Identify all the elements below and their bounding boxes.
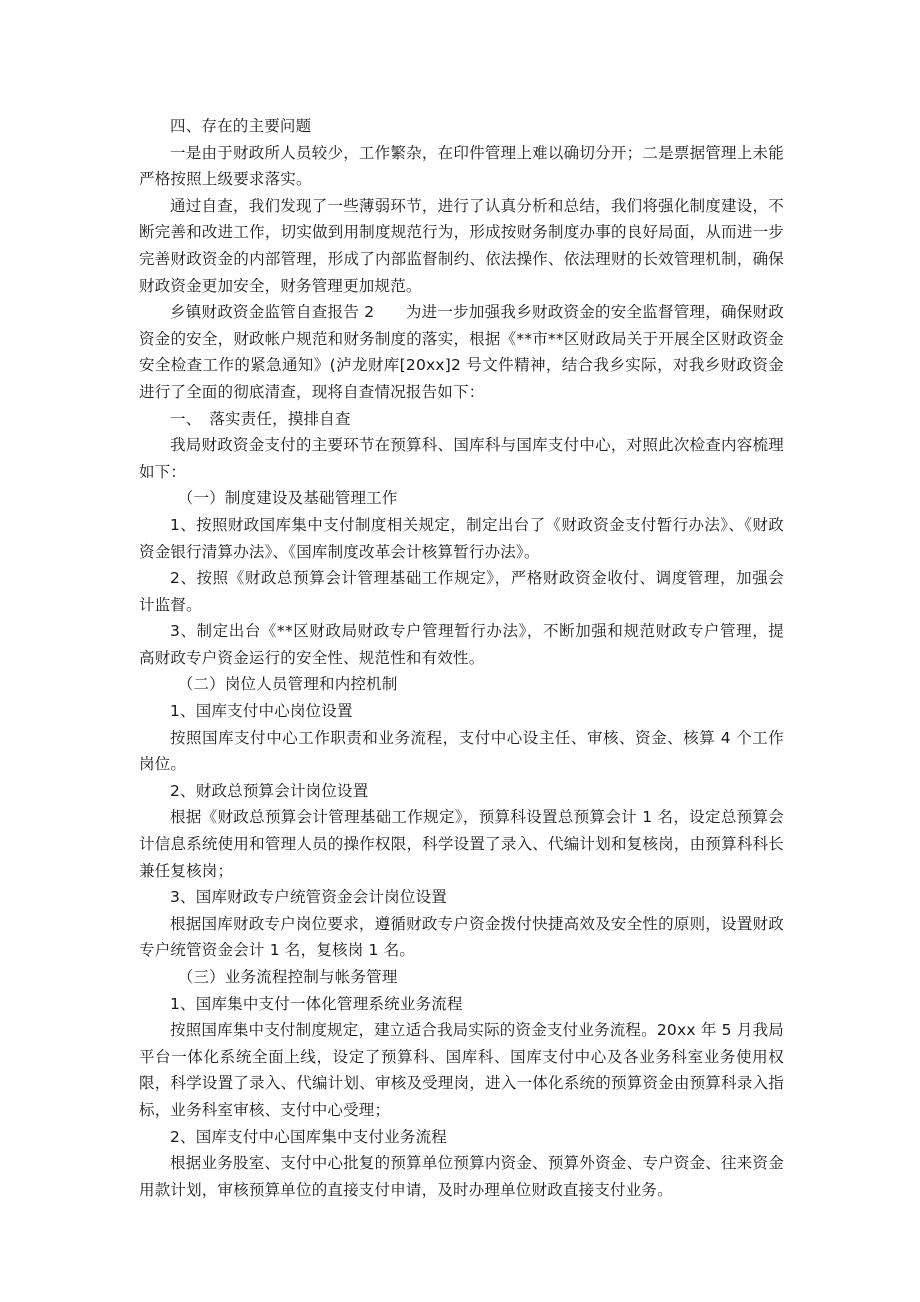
- list-item-heading: 1、国库集中支付一体化管理系统业务流程: [170, 994, 463, 1013]
- list-item-heading: 2、国库支付中心国库集中支付业务流程: [170, 1127, 447, 1146]
- list-item-heading: 2、财政总预算会计岗位设置: [170, 781, 369, 800]
- section-heading-responsibility: 一、 落实责任，摸排自查: [170, 409, 351, 428]
- subsection-heading: （三）业务流程控制与帐务管理: [177, 968, 398, 986]
- paragraph: 一是由于财政所人员较少，工作繁杂，在印件管理上难以确切分开；二是票据管理上未能严格按照上级要求落实。: [139, 143, 784, 189]
- paragraph: 按照国库支付中心工作职责和业务流程，支付中心设主任、审核、资金、核算 4 个工作岗位。: [139, 728, 784, 774]
- paragraph: 按照国库集中支付制度规定，建立适合我局实际的资金支付业务流程。20xx 年 5 月我局平台一体化系统全面上线，设定了预算科、国库科、国库支付中心及各业务科室业务使用权限，科学设置了录入、代编计划、审核及受理岗，进入一体化系统的预算资金由预算科录入指标，业务科室审核、支付中心受理；: [139, 1021, 784, 1119]
- list-item-heading: 3、国库财政专户统管资金会计岗位设置: [170, 888, 447, 907]
- subsection-heading: （一）制度建设及基础管理工作: [177, 489, 398, 508]
- document-body: [139, 113, 784, 1203]
- list-item: 3、制定出台《**区财政局财政专户管理暂行办法》，不断加强和规范财政专户管理，提高财政专户资金运行的安全性、规范性和有效性。: [139, 622, 784, 667]
- list-item: 2、按照《财政总预算会计管理基础工作规定》，严格财政资金收付、调度管理，加强会计监督。: [139, 569, 784, 614]
- section-heading-problems: 四、存在的主要问题: [170, 117, 312, 135]
- list-item: 1、按照财政国库集中支付制度相关规定，制定出台了《财政资金支付暂行办法》、《财政资金银行清算办法》、《国库制度改革会计核算暂行办法》。: [139, 515, 784, 561]
- paragraph: 根据国库财政专户岗位要求，遵循财政专户资金拨付快捷高效及安全性的原则，设置财政专户统管资金会计 1 名，复核岗 1 名。: [139, 914, 784, 960]
- paragraph: 通过自查，我们发现了一些薄弱环节，进行了认真分析和总结，我们将强化制度建设，不断完善和改进工作，切实做到用制度规范行为，形成按财务制度办事的良好局面，从而进一步完善财政资金的内部管理，形成了内部监督制约、依法操作、依法理财的长效管理机制，确保财政资金更加安全，财务管理更加规范。: [139, 196, 784, 295]
- list-item-heading: 1、国库支付中心岗位设置: [170, 702, 353, 721]
- paragraph: 根据《财政总预算会计管理基础工作规定》，预算科设置总预算会计 1 名，设定总预算会计信息系统使用和管理人员的操作权限，科学设置了录入、代编计划和复核岗，由预算科科长兼任复核岗；: [139, 808, 784, 880]
- paragraph: 根据业务股室、支付中心批复的预算单位预算内资金、预算外资金、专户资金、往来资金用款计划，审核预算单位的直接支付申请，及时办理单位财政直接支付业务。: [139, 1154, 784, 1199]
- paragraph: 我局财政资金支付的主要环节在预算科、国库科与国库支付中心，对照此次检查内容梳理如下：: [139, 436, 784, 481]
- subsection-heading: （二）岗位人员管理和内控机制: [177, 675, 398, 694]
- report-title-paragraph: 乡镇财政资金监管自查报告 2 为进一步加强我乡财政资金的安全监督管理，确保财政资金的安全，财政帐户规范和财务制度的落实，根据《**市**区财政局关于开展全区财政资金安全检查工作的紧急通知》(泸龙财库[20xx]2 号文件精神，结合我乡实际，对我乡财政资金进行了全面的彻底清查，现将自查情况报告如下：: [139, 303, 784, 401]
